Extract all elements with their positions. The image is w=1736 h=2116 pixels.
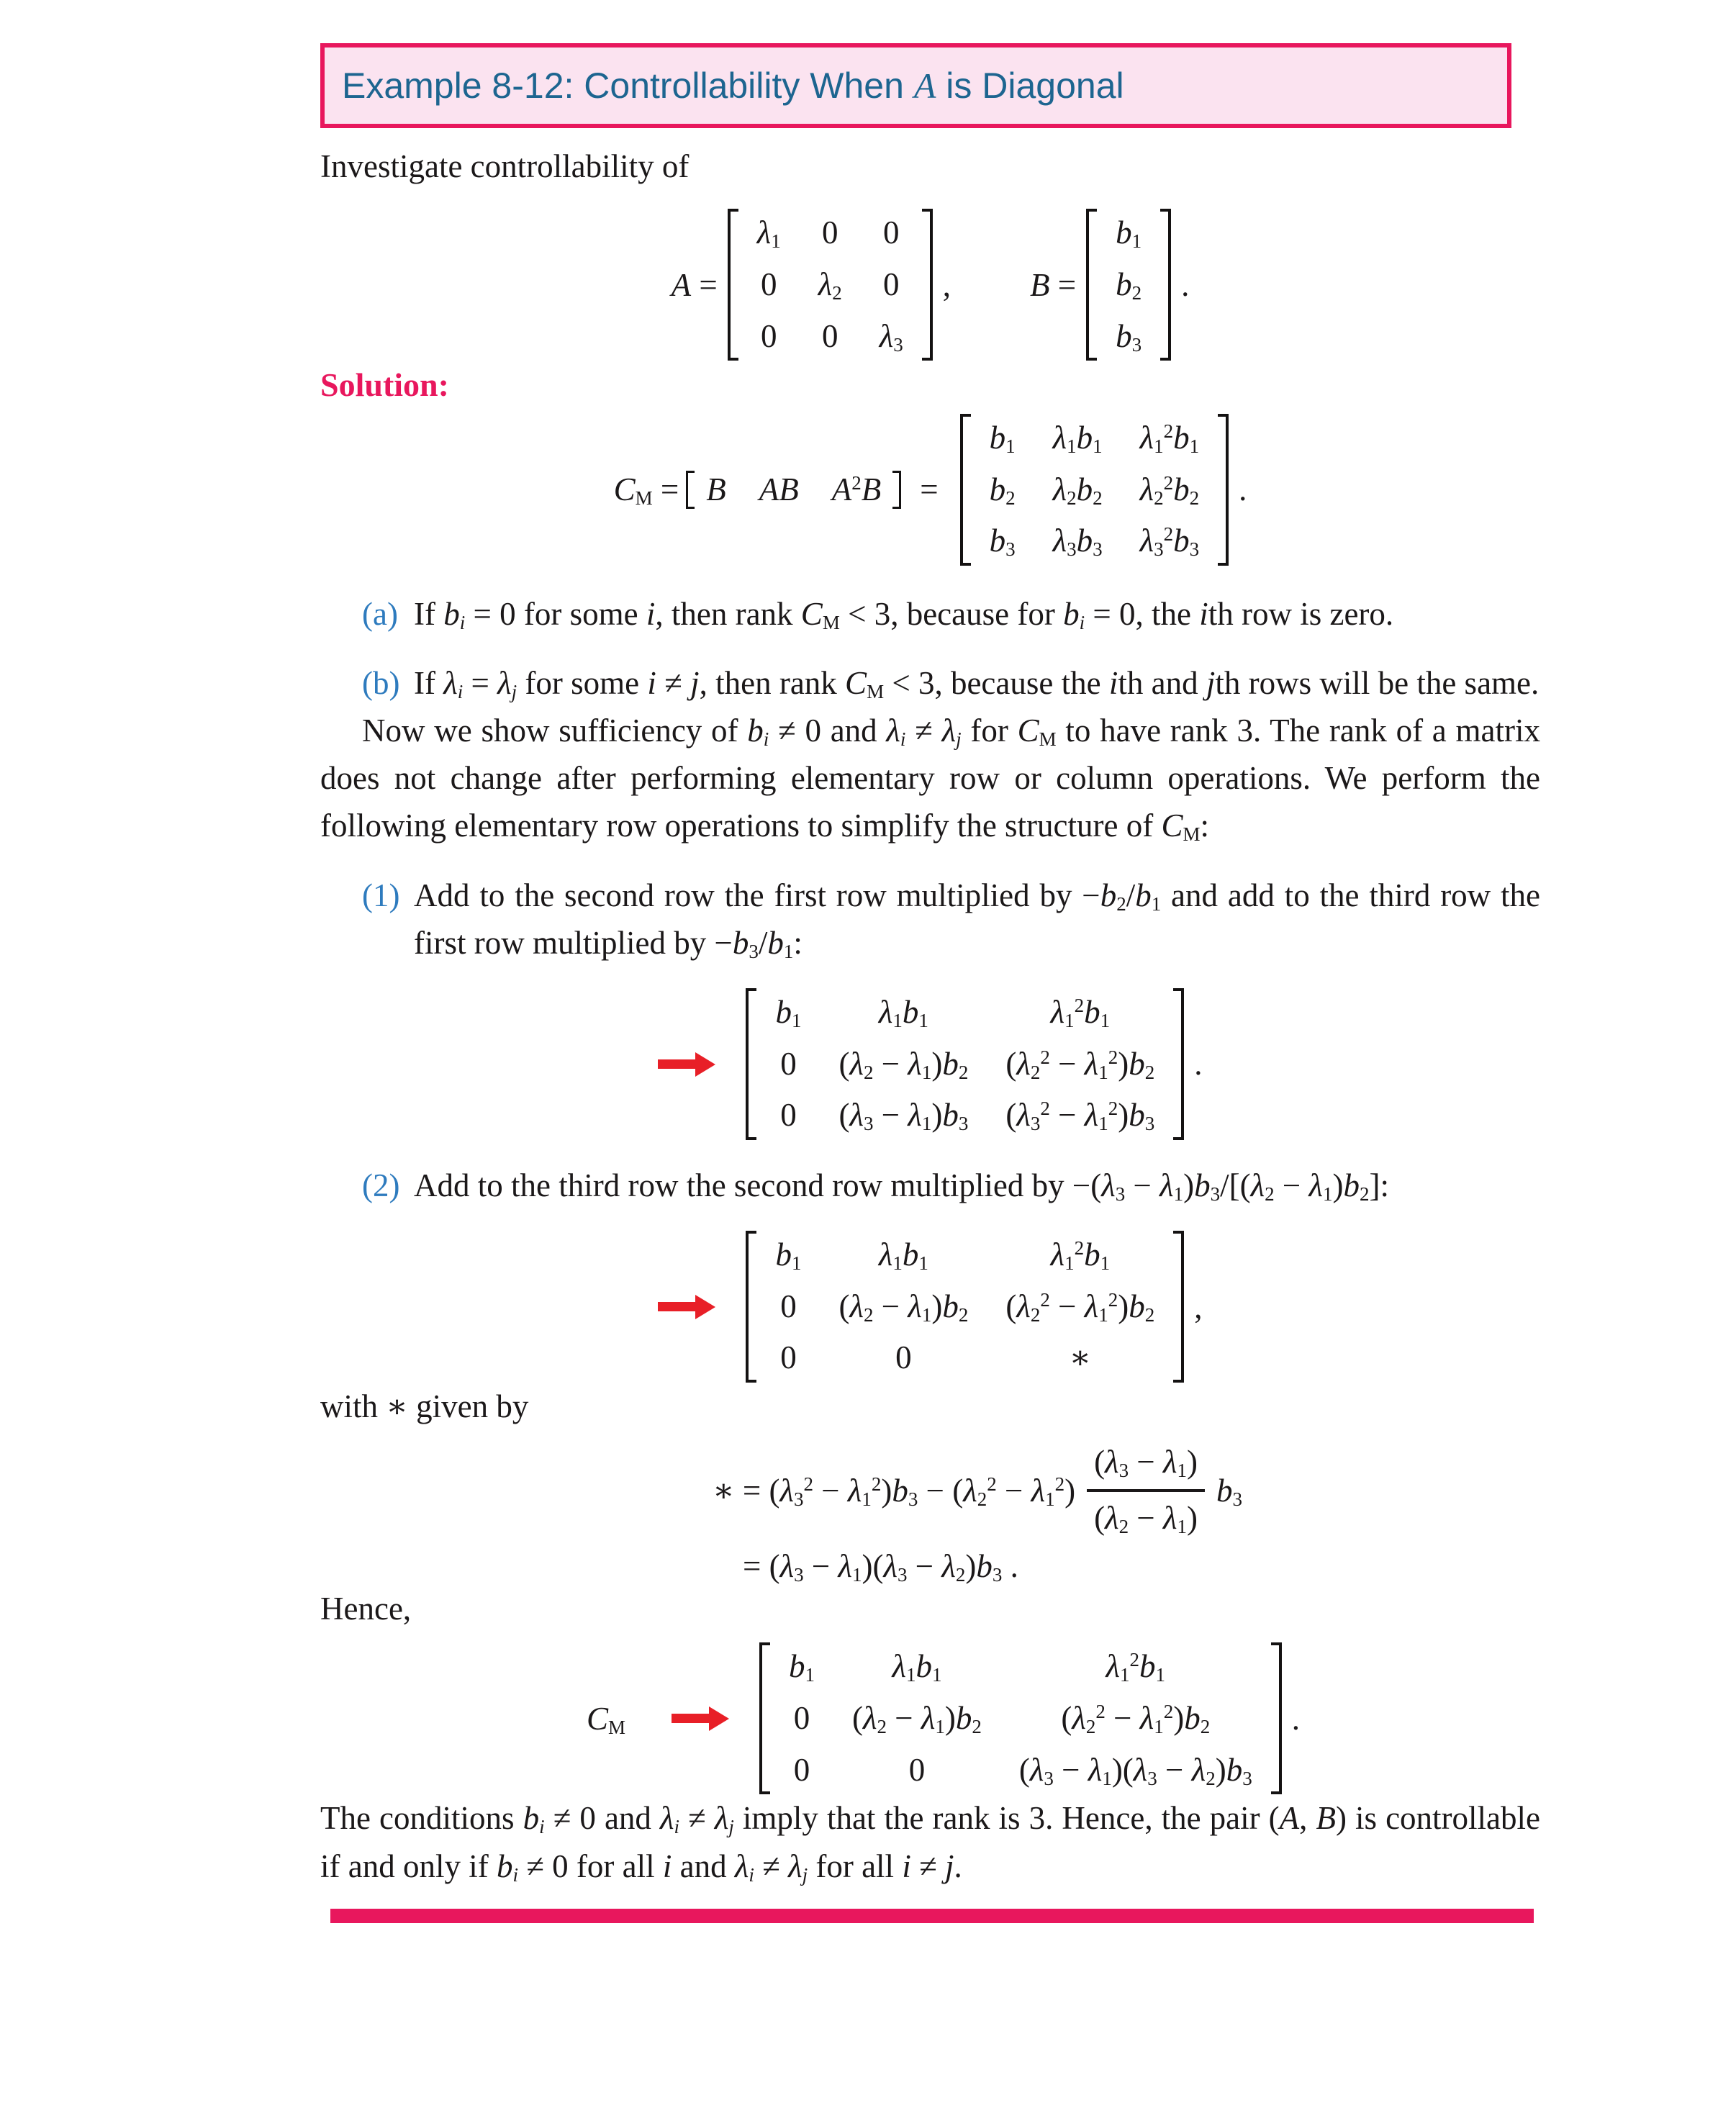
comma: , (1194, 1288, 1203, 1325)
matrix-cell: $\lambda_2^2b_2$ (1139, 471, 1200, 509)
page (0, 43, 1736, 1923)
matrix-a (728, 209, 933, 361)
matrix-cell: 0 (883, 214, 900, 251)
matrix-bracket (746, 1231, 756, 1383)
matrix-final-cells (773, 1642, 1268, 1794)
bottom-rule (330, 1909, 1534, 1923)
equation-ab (320, 209, 1540, 361)
matrix-cell: 0 (780, 1097, 797, 1134)
matrix-a-cells (741, 209, 919, 361)
star-line2: = $(\lambda_3 - \lambda_1)(\lambda_3 - \lambda_2)b_3$ . (743, 1548, 1018, 1586)
matrix-cell: $b_2$ (989, 471, 1016, 509)
period: . (1239, 471, 1247, 508)
equation-star (713, 1444, 1540, 1585)
period: . (1181, 266, 1190, 303)
matrix-bracket (759, 1642, 770, 1794)
matrix-cell: 0 (761, 317, 777, 354)
matrix-final (759, 1642, 1282, 1794)
matrix-cell: $(\lambda_3 - \lambda_1)(\lambda_3 - \lambda_2)b_3$ (1018, 1751, 1252, 1789)
matrix-bracket (1173, 1231, 1184, 1383)
matrix-cell: 0 (793, 1700, 810, 1737)
step-1 (362, 872, 1540, 967)
period: . (1194, 1046, 1203, 1082)
matrix-cell: $\lambda_1b_1$ (1052, 419, 1103, 457)
matrix-step1 (746, 988, 1184, 1140)
item-a (362, 590, 1540, 638)
matrix-cell: ∗ (1069, 1339, 1092, 1376)
step-1-text: Add to the second row the first row multiplied by $-b_2/b_1$ and add to the third row the first row multiplied by $-b_3/b_1$: (414, 877, 1540, 962)
item-a-label: (a) (362, 595, 398, 632)
matrix-cell: B (706, 471, 726, 507)
matrix-bracket (1271, 1642, 1282, 1794)
matrix-cell: $b_2$ (1116, 266, 1142, 304)
matrix-step1-cells (759, 988, 1170, 1140)
matrix-cell: $(\lambda_2^2 - \lambda_1^2)b_2$ (1061, 1700, 1211, 1738)
matrix-cell: $\lambda_1^2b_1$ (1139, 419, 1200, 457)
fraction (1087, 1444, 1205, 1536)
matrix-cell: $\lambda_3^2b_3$ (1139, 523, 1200, 561)
item-b (362, 659, 1540, 707)
matrix-cell: 0 (793, 1751, 810, 1788)
closing-paragraph: The conditions $b_i \ne 0$ and $\lambda_i \ne \lambda_j$ imply that the rank is 3. Hence, the pair (A, B) is controllable if and only if $b_i \ne 0$ for all i and $\lambda_i \ne \lambda_j$ for all i ≠ j. (320, 1800, 1540, 1886)
equation-final (320, 1642, 1540, 1794)
matrix-cell: $\lambda_1b_1$ (878, 1236, 928, 1274)
hence-text: Hence, (320, 1591, 412, 1627)
content-column (320, 128, 1540, 1923)
fraction-numerator: $(\lambda_3 - \lambda_1)$ (1094, 1444, 1198, 1482)
equals-sign: = (920, 471, 939, 508)
matrix-bracket (686, 471, 695, 510)
matrix-cell: $\lambda_1^2b_1$ (1050, 1236, 1111, 1274)
matrix-cell: $\lambda_1b_1$ (878, 993, 928, 1031)
matrix-cell: $\lambda_1$ (756, 214, 781, 253)
paragraph-sufficiency: Now we show sufficiency of $b_i \ne 0$ and $\lambda_i \ne \lambda_j$ for $C_M$ to have rank 3. The rank of a matrix does not change after performing elementary row or column operations. We perform the following elementary row operations to simplify the structure of $C_M$: (320, 713, 1540, 846)
matrix-cell: $(\lambda_3^2 - \lambda_1^2)b_3$ (1005, 1097, 1155, 1135)
item-b-text: If $\lambda_i = \lambda_j$ for some i ≠ j, then rank $C_M < 3$, because the ith and jth rows will be the same. (414, 665, 1540, 702)
a-lhs: A = (671, 266, 718, 303)
equation-step1 (320, 988, 1540, 1140)
step-2-text: Add to the third row the second row multiplied by $-(\lambda_3 - \lambda_1)b_3/[(\lambda_2 - \lambda_1)b_2]$: (414, 1167, 1389, 1205)
b-lhs: B = (1030, 266, 1077, 303)
matrix-cell: $(\lambda_2 - \lambda_1)b_2$ (852, 1700, 982, 1738)
matrix-cell: $A^2B$ (831, 471, 882, 507)
matrix-bracket (746, 988, 756, 1140)
example-title: Example 8-12: Controllability When A is Diagonal (342, 65, 1124, 106)
matrix-step2 (746, 1231, 1184, 1383)
matrix-cell: 0 (908, 1751, 926, 1788)
matrix-cell: $b_1$ (989, 419, 1016, 457)
right-arrow-icon (658, 1059, 695, 1069)
matrix-cell: $\lambda_1b_1$ (892, 1648, 942, 1686)
intro-text: Investigate controllability of (320, 148, 690, 184)
matrix-cell: $b_1$ (775, 993, 802, 1031)
step-2 (362, 1162, 1540, 1209)
step-1-label: (1) (362, 877, 400, 913)
cm-bracket-row (686, 471, 901, 510)
matrix-cell: $\lambda_2b_2$ (1052, 471, 1103, 509)
matrix-cell: $\lambda_3$ (879, 317, 903, 356)
solution-label: Solution: (320, 366, 449, 404)
matrix-cm (960, 414, 1229, 566)
matrix-cell: $\lambda_1^2b_1$ (1106, 1648, 1166, 1686)
equation-step2 (320, 1231, 1540, 1383)
cm-lhs: $C_M$ = (613, 471, 679, 510)
item-b-label: (b) (362, 665, 400, 702)
matrix-bracket (1218, 414, 1229, 566)
matrix-b (1086, 209, 1171, 361)
matrix-cell: 0 (883, 266, 900, 302)
matrix-bracket (960, 414, 971, 566)
matrix-cell: 0 (761, 266, 777, 302)
matrix-cm-cells (974, 414, 1216, 566)
matrix-bracket (892, 471, 901, 510)
cm-bracket-row-cells (696, 471, 891, 510)
matrix-cell: AB (759, 471, 799, 507)
matrix-cell: 0 (822, 317, 838, 354)
period: . (1291, 1700, 1300, 1737)
matrix-cell: 0 (780, 1045, 797, 1082)
right-arrow-icon (658, 1302, 695, 1311)
matrix-cell: $b_3$ (1116, 317, 1142, 356)
matrix-cell: $b_3$ (989, 523, 1016, 561)
right-arrow-icon (672, 1714, 709, 1723)
matrix-cell: $(\lambda_2 - \lambda_1)b_2$ (838, 1045, 969, 1083)
matrix-b-cells (1100, 209, 1157, 361)
matrix-step2-cells (759, 1231, 1170, 1383)
matrix-cell: $\lambda_2$ (818, 266, 842, 304)
step-2-label: (2) (362, 1167, 400, 1203)
matrix-cell: 0 (895, 1339, 912, 1376)
matrix-bracket (1173, 988, 1184, 1140)
matrix-cell: 0 (780, 1288, 797, 1324)
matrix-cell: 0 (822, 214, 838, 251)
fraction-denominator: $(\lambda_2 - \lambda_1)$ (1087, 1489, 1205, 1537)
matrix-bracket (922, 209, 933, 361)
matrix-cell: $\lambda_1^2b_1$ (1050, 993, 1111, 1031)
matrix-cell: $(\lambda_3 - \lambda_1)b_3$ (838, 1097, 969, 1135)
item-a-text: If $b_i = 0$ for some i, then rank $C_M < 3$, because for $b_i = 0$, the ith row is zero. (414, 595, 1394, 633)
star-line1 (713, 1444, 1540, 1536)
matrix-cell: $(\lambda_2 - \lambda_1)b_2$ (838, 1288, 969, 1326)
equation-cm (320, 414, 1540, 566)
example-title-box (320, 43, 1511, 128)
star-line1-post: $b_3$ (1216, 1472, 1242, 1510)
matrix-cell: $b_1$ (789, 1648, 815, 1686)
matrix-cell: $b_1$ (1116, 214, 1142, 253)
matrix-bracket (1160, 209, 1171, 361)
matrix-cell: 0 (780, 1339, 797, 1376)
matrix-bracket (728, 209, 738, 361)
matrix-cell: $\lambda_3b_3$ (1052, 523, 1103, 561)
matrix-cell: $(\lambda_2^2 - \lambda_1^2)b_2$ (1005, 1045, 1155, 1083)
star-line1-pre: ∗ = $(\lambda_3^2 - \lambda_1^2)b_3 - (\lambda_2^2 - \lambda_1^2)$ (713, 1473, 1076, 1511)
matrix-cell: $b_1$ (775, 1236, 802, 1274)
comma: , (942, 266, 951, 303)
cm-final-label: $C_M$ (587, 1700, 626, 1738)
matrix-bracket (1086, 209, 1097, 361)
with-star-text: with ∗ given by (320, 1388, 529, 1425)
matrix-cell: $(\lambda_2^2 - \lambda_1^2)b_2$ (1005, 1288, 1155, 1326)
